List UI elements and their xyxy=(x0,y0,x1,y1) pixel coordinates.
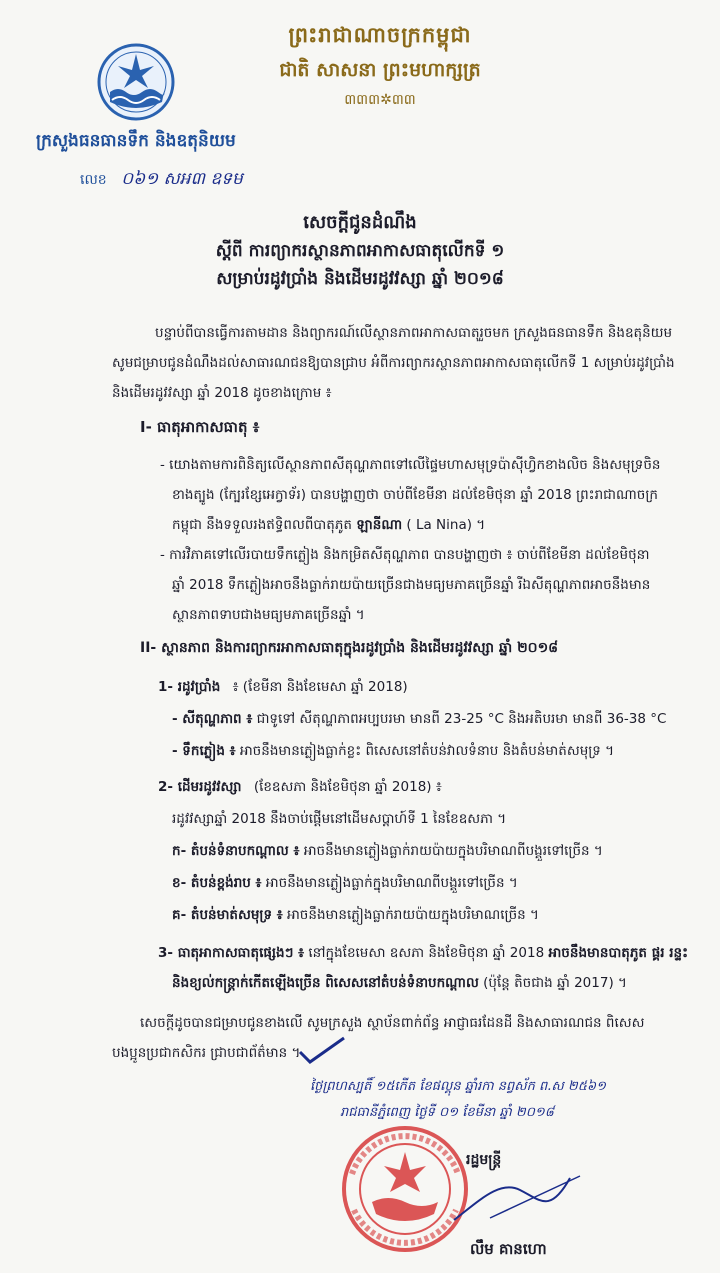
temperature-text: ជាទូទៅ សីតុណ្ហភាពអប្បបរមា មានពី 23-25 °C និងអតិបរមា មានពី 36-38 °C xyxy=(256,711,667,727)
section-1-heading: I- ធាតុអាកាសធាតុ ៖ xyxy=(140,418,260,436)
ministry-logo xyxy=(96,42,176,122)
signatory-role: រដ្ឋមន្ត្រី xyxy=(466,1152,502,1168)
region-coastal-line xyxy=(172,900,702,930)
kingdom-ornament: ៣៣៣✲៣៣ xyxy=(344,92,416,108)
la-nina-latin: ( La Nina) ។ xyxy=(406,517,486,533)
region-coastal-label: គ- តំបន់មាត់សមុទ្រ ៖ xyxy=(172,907,283,923)
region-plateau-label: ខ- តំបន់ខ្ពង់រាប ៖ xyxy=(172,875,262,891)
notice-scope: សម្រាប់រដូវប្រាំង និងដើមរដូវវស្សា ឆ្នាំ ២០១៨ xyxy=(216,269,504,289)
section-1-bullet-1-line-3 xyxy=(172,510,702,540)
notice-title: សេចក្តីជូនដំណឹង xyxy=(303,212,417,233)
other-elements-bold-1: អាចនឹងមានបាតុភូត ផ្គរ រន្ទះ xyxy=(548,945,689,961)
signatory-name: លឹម គានហោ xyxy=(470,1240,547,1258)
region-central-label: ក- តំបន់ទំនាបកណ្តាល ៖ xyxy=(172,843,300,859)
other-elements-tail: (ប៉ុន្តែ តិចជាង ឆ្នាំ 2017) ។ xyxy=(483,975,627,991)
other-elements-line-2 xyxy=(172,968,712,998)
region-central-line xyxy=(172,836,702,866)
wet-season-start: រដូវវស្សាឆ្នាំ 2018 នឹងចាប់ផ្តើមនៅដើមសប្តាហ៍ទី 1 នៃខែឧសភា ។ xyxy=(172,811,507,827)
checkmark-icon xyxy=(298,1036,348,1066)
temperature-label: - សីតុណ្ហភាព ៖ xyxy=(172,711,253,727)
temperature-line xyxy=(172,704,712,734)
region-plateau-line xyxy=(172,868,702,898)
other-elements-text: នៅក្នុងខែមេសា ឧសភា និងខែមិថុនា ឆ្នាំ 2018 xyxy=(308,945,545,961)
region-plateau-text: អាចនឹងមានភ្លៀងធ្លាក់ក្នុងបរិមាណពីបង្គួរទៅច្រើន ។ xyxy=(265,875,518,891)
other-elements-line-1 xyxy=(158,938,718,968)
section-1-bullet-1-line-1: - យោងតាមការពិនិត្យលើស្ថានភាពសីតុណ្ហភាពទៅលើផ្ទៃមហាសមុទ្រប៉ាស៊ីហ្វិកខាងលិច និងសមុទ្រចិន xyxy=(160,457,661,473)
kingdom-motto: ជាតិ សាសនា ព្រះមហាក្សត្រ xyxy=(279,59,481,81)
section-2-heading: II- ស្ថានភាព និងការព្យាករអាកាសធាតុក្នុងរដូវប្រាំង និងដើមរដូវវស្សា ឆ្នាំ ២០១៨ xyxy=(140,640,559,656)
section-1-bullet-2-line-2: ឆ្នាំ 2018 ទឹកភ្លៀងអាចនឹងធ្លាក់រាយប៉ាយច្រើនជាងមធ្យមភាគច្រើនឆ្នាំ រីឯសីតុណ្ហភាពអាចនឹងមាន xyxy=(172,577,651,593)
kingdom-title: ព្រះរាជាណាចក្រកម្ពុជា xyxy=(288,22,472,47)
section-1-bullet-1-text: កម្ពុជា នឹងទទួលរងឥទ្ធិពលពីបាតុភូត xyxy=(172,517,352,533)
rainfall-line xyxy=(172,736,712,766)
reference-line xyxy=(80,168,340,193)
intro-line-2: សូមជម្រាបជូនដំណឹងដល់សាធារណជនឱ្យបានជ្រាប អំពីការព្យាករស្ថានភាពអាកាសធាតុលើកទី 1 សម្រាប់រដូវប្រាំង xyxy=(112,355,675,371)
notice-subject: ស្តីពី ការព្យាករស្ថានភាពអាកាសធាតុលើកទី ១ xyxy=(215,241,505,261)
rainfall-label: - ទឹកភ្លៀង ៖ xyxy=(172,743,236,759)
section-1-bullet-1-line-2: ខាងត្បូង (ក្បែរខ្សែអេក្វាទ័រ) បានបង្ហាញថា ចាប់ពីខែមីនា ដល់ខែមិថុនា ឆ្នាំ 2018 ព្រះរាជាណាចក្រ xyxy=(172,487,658,503)
region-central-text: អាចនឹងមានភ្លៀងធ្លាក់រាយប៉ាយក្នុងបរិមាណពីបង្គួរទៅច្រើន ។ xyxy=(303,843,603,859)
intro-line-1: បន្ទាប់ពីបានធ្វើការតាមដាន និងព្យាករណ៍លើស្ថានភាពអាកាសធាតុរួចមក ក្រសួងធនធានទឹក និងឧតុនិយម xyxy=(155,325,673,341)
closing-line-1: សេចក្តីដូចបានជម្រាបជូនខាងលើ សូមក្រសួង ស្ថាប័នពាក់ព័ន្ធ អាជ្ញាធរដែនដី និងសាធារណជន ពិសេស xyxy=(140,1015,645,1031)
ministry-name: ក្រសួងធនធានទឹក និងឧតុនិយម xyxy=(36,131,236,151)
lunar-date: ថ្ងៃព្រហស្បតិ៍ ១៥កើត ខែផល្គុន ឆ្នាំរកា នព្វស័ក ព.ស ២៥៦១ xyxy=(310,1079,606,1094)
intro-line-3: និងដើមរដូវវស្សា ឆ្នាំ 2018 ដូចខាងក្រោម ៖ xyxy=(112,385,332,401)
other-elements-heading: 3- ធាតុអាកាសធាតុផ្សេងៗ ៖ xyxy=(158,945,305,961)
other-elements-bold-2: និងខ្យល់កន្ត្រាក់កើតឡើងច្រើន ពិសេសនៅតំបន់ទំនាបកណ្តាល xyxy=(172,975,479,991)
dry-season-heading: 1- រដូវប្រាំង xyxy=(158,679,221,695)
wet-season-line xyxy=(158,772,698,802)
handwritten-signature xyxy=(450,1170,590,1230)
reference-label: លេខ xyxy=(80,172,107,188)
section-1-bullet-2-line-1: - ការវិភាគទៅលើរបាយទឹកភ្លៀង និងកម្រិតសីតុណ្ហភាព បានបង្ហាញថា ៖ ចាប់ពីខែមីនា ដល់ខែមិថុនា xyxy=(160,547,650,563)
dry-season-line xyxy=(158,672,698,702)
rainfall-text: អាចនឹងមានភ្លៀងធ្លាក់ខ្លះ ពិសេសនៅតំបន់វាលទំនាប និងតំបន់មាត់សមុទ្រ ។ xyxy=(239,743,615,759)
solar-date: រាជធានីភ្នំពេញ ថ្ងៃទី ០១ ខែមីនា ឆ្នាំ ២០១៨ xyxy=(340,1105,554,1120)
section-1-bullet-2-line-3: ស្ថានភាពទាបជាងមធ្យមភាគច្រើនឆ្នាំ ។ xyxy=(172,607,365,623)
region-coastal-text: អាចនឹងមានភ្លៀងធ្លាក់រាយប៉ាយក្នុងបរិមាណច្រើន ។ xyxy=(286,907,539,923)
reference-number: ០៦១ សអ៣ ឧទម xyxy=(121,169,243,189)
closing-line-2: បងប្អូនប្រជាកសិករ ជ្រាបជាព័ត៌មាន ។ xyxy=(112,1045,301,1061)
wet-season-heading: 2- ដើមរដូវវស្សា xyxy=(158,779,242,795)
dry-season-period: ៖ (ខែមីនា និងខែមេសា ឆ្នាំ 2018) xyxy=(232,679,408,695)
la-nina-term: ឡានីណា xyxy=(356,517,403,533)
wet-season-period: (ខែឧសភា និងខែមិថុនា ឆ្នាំ 2018) ៖ xyxy=(253,779,442,795)
